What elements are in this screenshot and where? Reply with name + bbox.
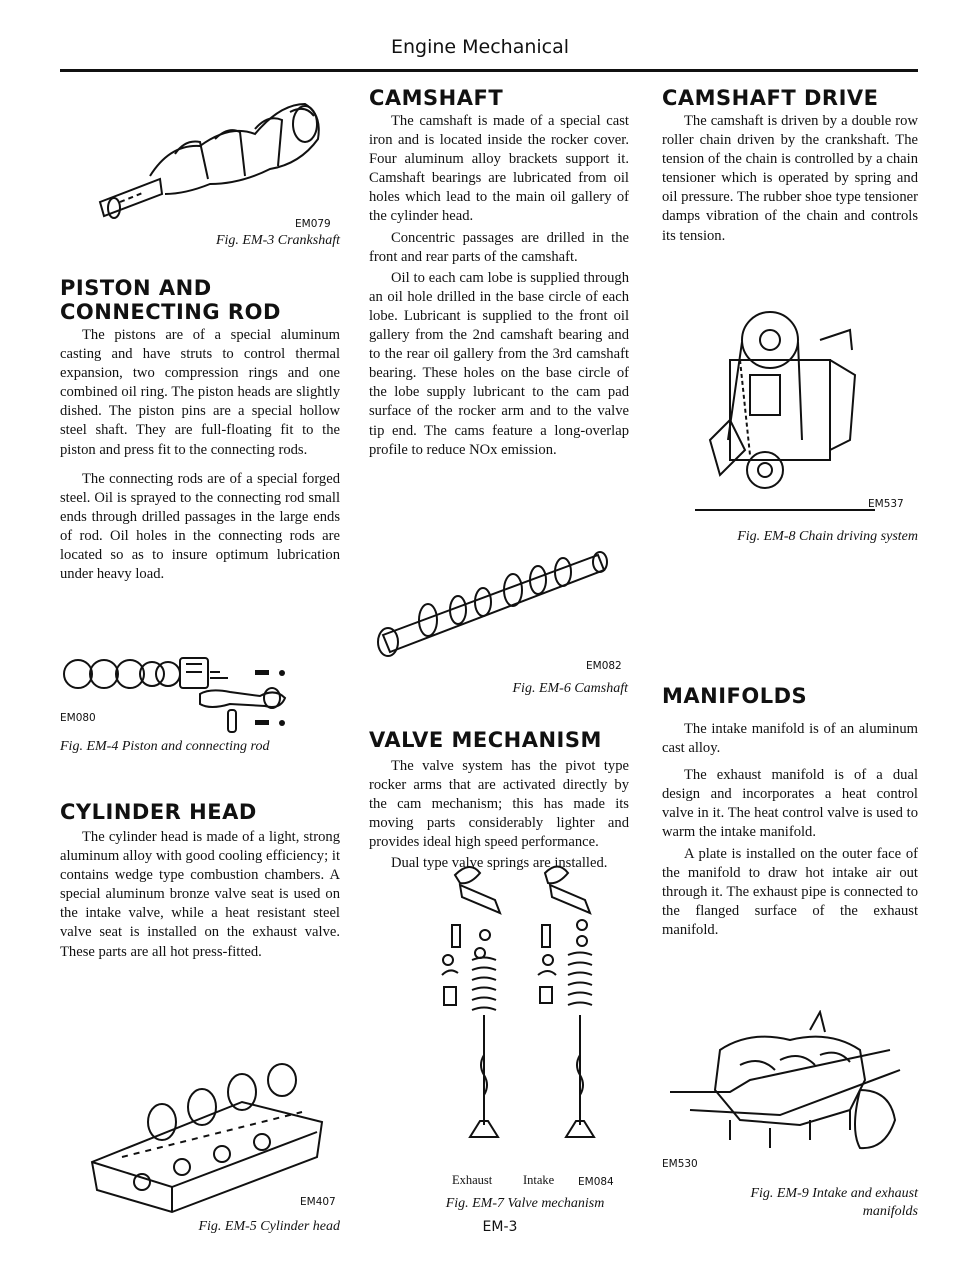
cylinder-head-paragraph: The cylinder head is made of a light, strong aluminum alloy with good cooling efficiency; it contains wedge type combustion chambers. A special aluminum bronze valve seat is used on the intake valve, while a heat resistant steel valve seat is installed on the exhaust valve. These parts are all hot press-fitted.	[60, 829, 340, 960]
valve-mechanism-illustration	[440, 855, 620, 1165]
camshaft-heading: CAMSHAFT	[369, 86, 504, 110]
fig9-caption-line1: Fig. EM-9 Intake and exhaust	[750, 1186, 918, 1201]
cylinder-head-heading: CYLINDER HEAD	[60, 800, 257, 824]
fig7-code: EM084	[578, 1176, 614, 1188]
valve-paragraph-1: The valve system has the pivot type rocker arms that are activated directly by the cam mechanism; this has made its moving parts considerably lighter and provides ideal high speed performance.	[369, 758, 629, 851]
manifolds-paragraph-3: A plate is installed on the outer face of the manifold to draw hot intake air out through it. The exhaust pipe is connected to the flanged surface of the exhaust manifold.	[662, 845, 918, 938]
page-number: EM-3	[482, 1219, 518, 1235]
manifold-illustration	[660, 1010, 910, 1170]
fig5-code: EM407	[300, 1196, 336, 1208]
valve-paragraph-2: Dual type valve springs are installed.	[391, 855, 608, 872]
fig4-code: EM080	[60, 712, 96, 724]
fig6-code: EM082	[586, 660, 622, 672]
fig5-caption: Fig. EM-5 Cylinder head	[198, 1219, 340, 1234]
piston-paragraph-1: The pistons are of a special aluminum casting and have struts to control thermal expansion, two compression rings and one combined oil ring. The piston heads are slightly dished. The piston pins are a special hollow steel shaft. They are full-floating fit to the piston and press fit to the connecting rods.	[60, 327, 340, 458]
fig6-caption: Fig. EM-6 Camshaft	[512, 681, 628, 696]
chain-drive-illustration	[690, 300, 890, 520]
valve-label-exhaust: Exhaust	[452, 1173, 493, 1187]
valve-label-intake: Intake	[523, 1173, 555, 1187]
fig3-code: EM079	[295, 218, 331, 230]
camshaft-drive-heading: CAMSHAFT DRIVE	[662, 86, 879, 110]
piston-heading-line1: PISTON AND	[60, 276, 212, 300]
fig3-caption: Fig. EM-3 Crankshaft	[215, 233, 340, 248]
piston-heading-line2: CONNECTING ROD	[60, 300, 281, 324]
crankshaft-illustration	[90, 84, 330, 219]
fig8-code: EM537	[868, 498, 904, 510]
header-rule	[60, 69, 918, 72]
cylinder-head-illustration	[82, 1062, 332, 1217]
camshaft-paragraph-2: Concentric passages are drilled in the front and rear parts of the camshaft.	[369, 229, 629, 265]
fig8-caption: Fig. EM-8 Chain driving system	[737, 529, 918, 544]
manifolds-paragraph-1: The intake manifold is of an aluminum cast alloy.	[662, 721, 918, 757]
fig7-caption: Fig. EM-7 Valve mechanism	[445, 1196, 605, 1211]
valve-mechanism-heading: VALVE MECHANISM	[369, 728, 602, 752]
camshaft-illustration	[368, 540, 618, 660]
page-header-title: Engine Mechanical	[390, 36, 570, 58]
manifolds-heading: MANIFOLDS	[662, 684, 808, 708]
fig9-code: EM530	[662, 1158, 698, 1170]
piston-rods-illustration	[60, 648, 350, 738]
camshaft-drive-paragraph: The camshaft is driven by a double row roller chain driven by the crankshaft. The tension of the chain is controlled by a chain tensioner which is operated by spring and oil pressure. The rubber shoe type tensioner damps vibration of the chain and controls its tension.	[662, 113, 918, 244]
piston-paragraph-2: The connecting rods are of a special forged steel. Oil is sprayed to the connecting rod small ends through drilled passages in the large ends of rod. Oil holes in the connecting rods are located so as to insure optimum lubrication under heavy load.	[60, 470, 340, 583]
camshaft-paragraph-3: Oil to each cam lobe is supplied through an oil hole drilled in the base circle of each lobe. Lubricant is supplied to the front oil gallery from the 2nd camshaft bearing and to the rear oil gallery from the 3rd camshaft bearing. These holes on the base circle of the lobe supply lubricant to the cam pad surface of the rocker arm and to the valve tip end. The cams feature a long-overlap profile to reduce NOx emission.	[369, 269, 629, 458]
manifolds-paragraph-2: The exhaust manifold is of a dual design and incorporates a heat control valve in it. The heat control valve is used to warm the intake manifold.	[662, 767, 918, 841]
camshaft-paragraph-1: The camshaft is made of a special cast iron and is located inside the rocker cover. Four aluminum alloy brackets support it. Camshaft bearings are lubricated from oil holes which lead to the main oil gallery of the cylinder head.	[369, 113, 629, 225]
fig4-caption: Fig. EM-4 Piston and connecting rod	[60, 739, 270, 754]
fig9-caption-line2: manifolds	[862, 1204, 918, 1219]
